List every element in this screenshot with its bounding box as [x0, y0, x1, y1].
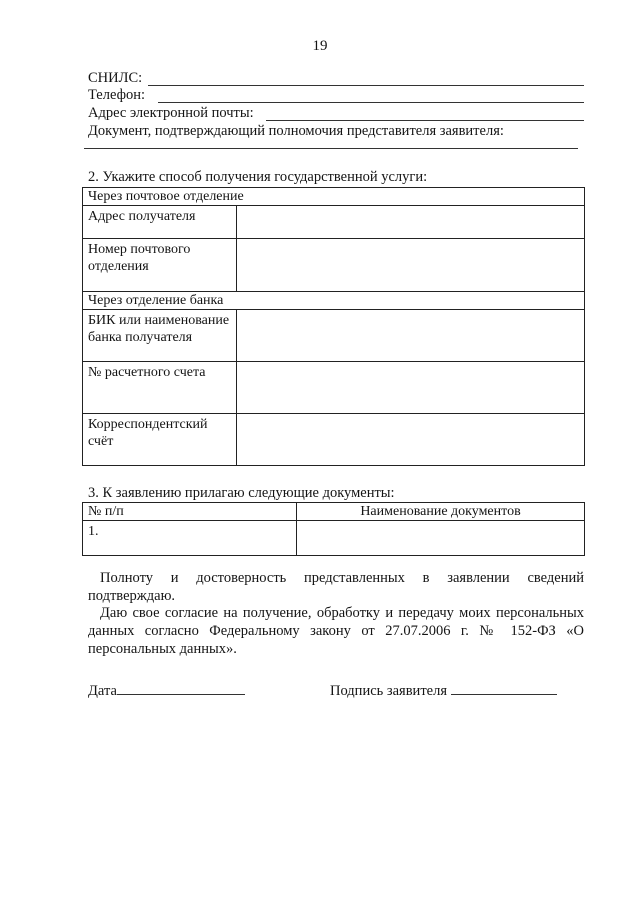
account-number-label: № расчетного счета: [83, 362, 237, 414]
col-number-header: № п/п: [83, 503, 297, 521]
phone-underline: [158, 102, 584, 103]
page-number: 19: [312, 38, 328, 54]
signature-label: Подпись заявителя: [330, 683, 447, 699]
col-name-header: Наименование документов: [297, 503, 585, 521]
signature-field: [330, 682, 557, 700]
rep-document-underline: [84, 148, 578, 149]
recipient-address-label: Адрес получателя: [83, 206, 237, 239]
consent-paragraph: Даю свое согласие на получение, обработку и передачу моих персональных данных согласно Федеральному закону от 27.07.2006 г. № 152-ФЗ «О персональных данных».: [88, 605, 584, 657]
phone-label: Телефон:: [88, 87, 146, 103]
rep-document-field: [88, 123, 584, 141]
recipient-address-value: [237, 206, 585, 239]
signature-underline: [451, 682, 557, 695]
email-label: Адрес электронной почты:: [88, 105, 254, 121]
bik-label: БИК или наименование банка получателя: [83, 310, 237, 362]
documents-table: [82, 502, 585, 556]
bank-section-title: Через отделение банка: [83, 292, 585, 310]
delivery-method-table: [82, 187, 585, 466]
date-field: [88, 682, 245, 700]
account-number-value: [237, 362, 585, 414]
section3-heading: 3. К заявлению прилагаю следующие документы:: [88, 485, 395, 501]
confirm-paragraph: Полноту и достоверность представленных в заявлении сведений подтверждаю.: [88, 570, 584, 604]
row1-name: [297, 521, 585, 556]
row1-number: 1.: [83, 521, 297, 556]
post-office-number-value: [237, 239, 585, 292]
snils-underline: [148, 85, 584, 86]
corr-account-label: Корреспондентский счёт: [83, 414, 237, 466]
date-label: Дата: [88, 683, 117, 699]
snils-field: [88, 70, 584, 88]
post-office-section-title: Через почтовое отделение: [83, 188, 585, 206]
post-office-number-label: Номер почтового отделения: [83, 239, 237, 292]
corr-account-value: [237, 414, 585, 466]
rep-document-label: Документ, подтверждающий полномочия представителя заявителя:: [88, 123, 504, 139]
phone-field: [88, 87, 584, 105]
email-field: [88, 105, 584, 123]
email-underline: [266, 120, 584, 121]
date-underline: [117, 682, 245, 695]
bik-value: [237, 310, 585, 362]
section2-heading: 2. Укажите способ получения государственной услуги:: [88, 169, 428, 185]
snils-label: СНИЛС:: [88, 70, 143, 86]
